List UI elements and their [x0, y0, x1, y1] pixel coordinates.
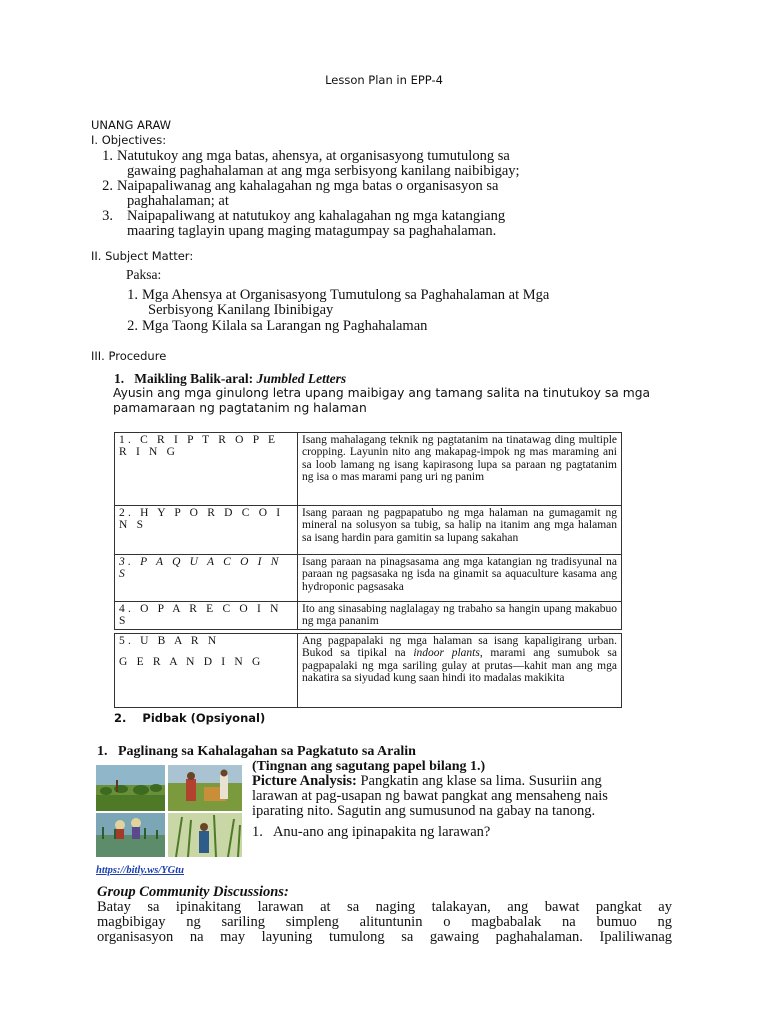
- word-definition: Ito ang sinasabing naglalagay ng trabaho sa hangin upang makabuo ng mga pananim: [298, 602, 622, 630]
- group-paragraph: [97, 900, 672, 945]
- step1-instruction: [113, 386, 683, 416]
- instruction-line: pamamaraan ng pagtatanim ng halaman: [113, 401, 367, 415]
- word-definition: Isang paraan ng pagpapatubo ng mga halaman na gumagamit ng mineral na solusyon sa tubig, sa halip na itanim ang mga halaman sa isang hardin para gamitin sa lupang sakahan: [298, 506, 622, 555]
- instruction-line: Ayusin ang mga ginulong letra upang maibigay ang tamang salita na tinutukoy sa mga: [113, 386, 651, 400]
- image-link-wrapper: [96, 860, 184, 878]
- question-number: 1.: [252, 824, 263, 840]
- paksa-text: Mga Ahensya at Organisasyong Tumutulong sa Paghahalaman at Mga: [142, 287, 550, 303]
- paksa-number: 2.: [127, 318, 138, 334]
- jumbled-word: 1. C R I P T R O P E R I N G: [115, 433, 298, 506]
- table-row: [115, 634, 622, 708]
- step1-number: 1.: [114, 371, 125, 386]
- definition-text: Ang pagpapalaki ng mga halaman sa isang kapaligirang urban. Bukod sa tipikal na: [302, 635, 617, 660]
- objective-text-cont: gawaing paghahalaman at ang mga serbisyong kanilang naibibigay;: [127, 163, 520, 179]
- jumbled-word-line: G E R A N D I N G: [119, 656, 264, 669]
- document-title: Lesson Plan in EPP-4: [325, 73, 443, 87]
- paksa-list: [116, 288, 676, 334]
- guide-question: [252, 825, 490, 840]
- image-source-link[interactable]: https://bitly.ws/YGtu: [96, 865, 184, 876]
- objective-item: [91, 149, 651, 179]
- jumbled-word-line: 5. U B A R N: [119, 635, 220, 647]
- farming-collage-graphic: [96, 765, 242, 857]
- section-subheading: (Tingnan ang sagutang papel bilang 1.): [252, 759, 486, 774]
- picture-analysis-line: [252, 774, 672, 789]
- table-row: [115, 602, 622, 630]
- objective-text-cont: maaring taglayin upang maging matagumpay sa paghahalaman.: [127, 223, 497, 239]
- step2-label: Pidbak (Opsiyonal): [142, 711, 266, 725]
- step1-label: Maikling Balik-aral:: [134, 371, 254, 386]
- definition-italic: indoor plants: [413, 647, 480, 660]
- paksa-item: [116, 288, 676, 319]
- definition-text: , marami ang sumubok sa pagpapalaki ng mga sariling gulay at prutas—kahit man ang mga nakatira sa siyudad kung saan hindi ito madalas makikita: [302, 647, 617, 685]
- objective-number: 1.: [102, 148, 113, 164]
- jumbled-word: 2. H Y P O R D C O I N S: [115, 506, 298, 555]
- jumbled-table: [114, 432, 622, 630]
- paksa-label: Paksa:: [126, 267, 162, 282]
- jumbled-table-2: [114, 633, 622, 708]
- step2-number: 2.: [114, 711, 127, 725]
- table-row: [115, 433, 622, 506]
- group-heading: Group Community Discussions:: [97, 884, 289, 900]
- table-row: [115, 555, 622, 602]
- step1-heading: [114, 371, 346, 387]
- word-definition: [298, 634, 622, 708]
- objective-number: 3.: [102, 208, 113, 224]
- objective-text: Naipapaliwang at natutukoy ang kahalagahan ng mga katangiang: [127, 208, 506, 224]
- picture-analysis-text: larawan at pag-usapan ng bawat pangkat ang mensaheng nais: [252, 788, 608, 804]
- group-text-line: organisasyon na may layuning tumulong sa gawaing paghahalaman. Ipaliliwanag: [97, 929, 672, 945]
- objectives-heading: I. Objectives:: [91, 133, 167, 147]
- section-number: 1.: [97, 744, 108, 759]
- picture-analysis-label: Picture Analysis:: [252, 773, 357, 789]
- section-title: Paglinang sa Kahalagahan sa Pagkatuto sa Aralin: [118, 744, 416, 759]
- procedure-heading: III. Procedure: [91, 349, 167, 363]
- objective-number: 2.: [102, 178, 113, 194]
- word-definition: Isang paraan na pinagsasama ang mga katangian ng tradisyunal na paraan ng pagsasaka ng isda na ginamit sa aquaculture kasama ang hydroponic pagsasaka: [298, 555, 622, 602]
- picture-analysis-text: Pangkatin ang klase sa lima. Susuriin ang: [356, 773, 602, 789]
- jumbled-word: 3. P A Q U A C O I N S: [115, 555, 298, 602]
- word-definition: Isang mahalagang teknik ng pagtatanim na tinatawag ding multiple cropping. Layunin nito ang makapag-impok ng mas maraming ani sa loob lamang ng isang kapirasong lupa sa paraan ng pagtatanim ng isa o mas marami pang uri ng panim: [298, 433, 622, 506]
- jumbled-word: 4. O P A R E C O I N S: [115, 602, 298, 630]
- objective-text: Natutukoy ang mga batas, ahensya, at organisasyong tumutulong sa: [117, 148, 510, 164]
- objective-text-cont: paghahalaman; at: [127, 193, 229, 209]
- step1-italic: Jumbled Letters: [256, 371, 347, 386]
- section-heading: [97, 744, 416, 760]
- picture-analysis-text: iparating nito. Sagutin ang sumusunod na gabay na tanong.: [252, 803, 596, 819]
- paksa-text: Mga Taong Kilala sa Larangan ng Paghahalaman: [142, 318, 428, 334]
- paksa-item: [116, 319, 676, 334]
- farming-collage-image: [96, 765, 242, 857]
- paksa-text-cont: Serbisyong Kanilang Ibinibigay: [148, 302, 334, 318]
- group-text-line: Batay sa ipinakitang larawan at sa naging talakayan, ang bawat pangkat ay: [97, 899, 672, 915]
- objective-item: [91, 209, 651, 239]
- subject-matter-heading: II. Subject Matter:: [91, 249, 194, 263]
- picture-analysis: [252, 774, 672, 819]
- jumbled-word: [115, 634, 298, 708]
- day-heading: UNANG ARAW: [91, 118, 172, 132]
- objectives-list: [91, 149, 651, 239]
- objective-text: Naipapaliwanag ang kahalagahan ng mga batas o organisasyon sa: [117, 178, 499, 194]
- objective-item: [91, 179, 651, 209]
- question-text: Anu-ano ang ipinapakita ng larawan?: [272, 824, 491, 840]
- paksa-number: 1.: [127, 287, 138, 303]
- step2-heading: [114, 711, 265, 725]
- table-row: [115, 506, 622, 555]
- group-text-line: magbibigay ng sariling simpleng alituntunin o magbabalak na bumuo ng: [97, 914, 672, 930]
